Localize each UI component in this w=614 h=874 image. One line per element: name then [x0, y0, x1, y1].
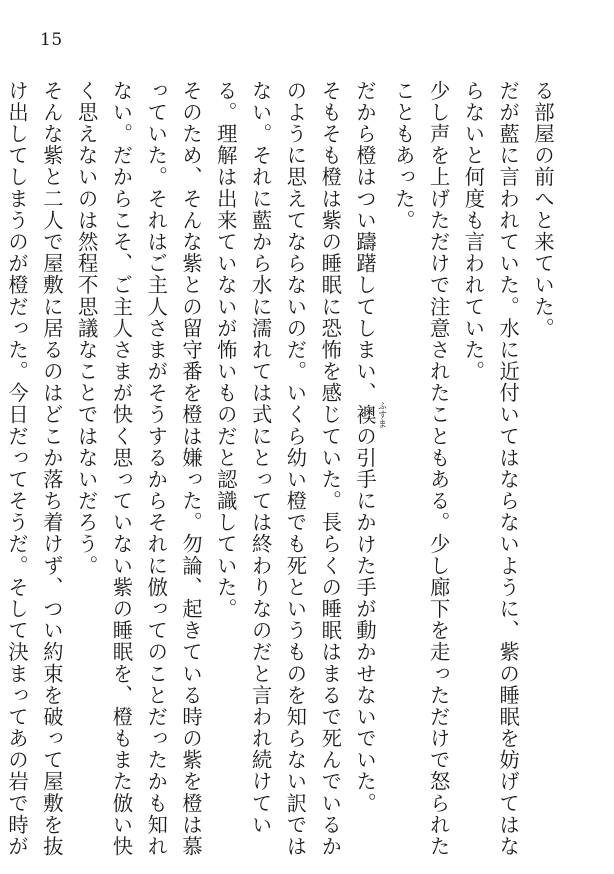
body-text	[0, 80, 560, 870]
paragraph: だが藍に言われていた。水に近付いてはならないように、紫の睡眠を妨げてはならないと何度も言われていた。	[461, 80, 521, 858]
paragraph	[347, 80, 386, 870]
paragraph: そんな紫と二人で屋敷に居るのはどこか落ち着けず、つい約束を破って屋敷を抜け出してしまうのが橙だった。今日だってそうだ。そして決まってあの岩で時が	[5, 80, 64, 858]
paragraph: る部屋の前へと来ていた。	[531, 80, 555, 340]
paragraph: そもそも橙は紫の睡眠に恐怖を感じていた。長らくの睡眠はまるで死んでいるかのように思えてならないのだ。いくら幼い橙でも死というものを知らない訳ではない。それに藍から水に濡れては式にとっては終わりなのだと言われ続けている。理解は出来ていないが怖いものだと認識していた。	[213, 80, 343, 858]
ruby-fusuma	[353, 401, 387, 429]
paragraph: そのため、そんな紫との留守番を橙は嫌った。勿論、起きている時の紫を橙は慕っていた。それはご主人さまがそうするからそれに倣ってのことだったかも知れない。だからこそ、ご主人さまが快く思っていない紫の睡眠を、橙もまた倣い快く思えないのは然程不思議なことではないだろう。	[74, 80, 204, 858]
page-number: 15	[40, 30, 63, 50]
paragraph-segment: だから橙はつい躊躇してしまい、	[353, 80, 378, 404]
paragraph: 少し声を上げただけで注意されたこともある。少し廊下を走っただけで怒られたこともあった。	[391, 80, 451, 858]
paragraph-segment: の引手にかけた手が動かせないでいた。	[353, 425, 378, 815]
ruby-reading: ふすま	[376, 401, 387, 429]
ruby-base: 襖	[353, 401, 378, 429]
